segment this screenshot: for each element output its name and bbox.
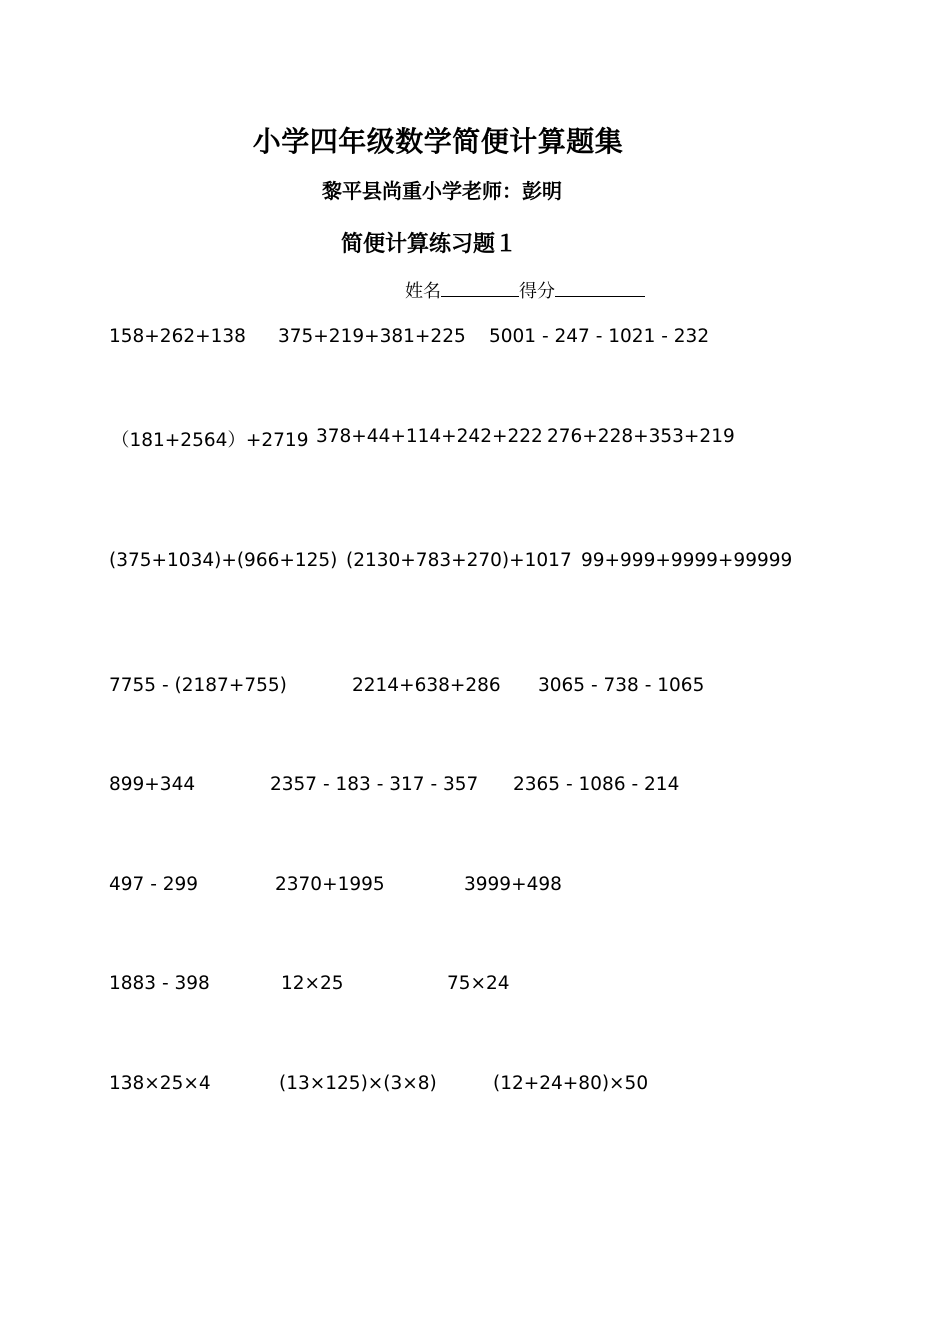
- name-score-line: [405, 277, 645, 303]
- problem: 99+999+9999+99999: [581, 550, 793, 571]
- problem-row: [0, 973, 950, 999]
- problem: 497 - 299: [109, 874, 199, 895]
- problem: (2130+783+270)+1017: [346, 550, 572, 571]
- problem: 2214+638+286: [352, 675, 501, 696]
- problem-row: [0, 550, 950, 576]
- problem: (12+24+80)×50: [493, 1073, 649, 1094]
- problem: 378+44+114+242+222: [316, 426, 543, 447]
- name-label: 姓名: [405, 281, 441, 302]
- problem: 12×25: [281, 973, 344, 994]
- problem: 138×25×4: [109, 1073, 211, 1094]
- name-blank[interactable]: [441, 278, 519, 297]
- exercise-title: 简便计算练习题１: [340, 232, 517, 257]
- problem: 75×24: [447, 973, 510, 994]
- problem: 276+228+353+219: [547, 426, 735, 447]
- problem: (13×125)×(3×8): [279, 1073, 437, 1094]
- problem: 3999+498: [464, 874, 562, 895]
- problem: （181+2564）+2719: [111, 430, 309, 451]
- score-label: 得分: [519, 281, 555, 302]
- problem-row: [0, 874, 950, 900]
- problem: 2370+1995: [275, 874, 385, 895]
- problem-row: [0, 774, 950, 800]
- problem: 2357 - 183 - 317 - 357: [270, 774, 479, 795]
- problem-row: [0, 326, 950, 352]
- problem-row: [0, 1073, 950, 1099]
- score-blank[interactable]: [555, 278, 645, 297]
- problem: 3065 - 738 - 1065: [538, 675, 705, 696]
- problem: (375+1034)+(966+125): [109, 550, 338, 571]
- problem-row: [0, 426, 950, 452]
- problem: 7755 - (2187+755): [109, 675, 287, 696]
- problem: 375+219+381+225: [278, 326, 466, 347]
- problem: 2365 - 1086 - 214: [513, 774, 680, 795]
- author-line: 黎平县尚重小学老师：彭明: [322, 179, 562, 203]
- problem: 158+262+138: [109, 326, 246, 347]
- problem: 899+344: [109, 774, 196, 795]
- problem-row: [0, 675, 950, 701]
- problem: 1883 - 398: [109, 973, 210, 994]
- page-title: 小学四年级数学简便计算题集: [252, 125, 624, 158]
- problem: 5001 - 247 - 1021 - 232: [489, 326, 710, 347]
